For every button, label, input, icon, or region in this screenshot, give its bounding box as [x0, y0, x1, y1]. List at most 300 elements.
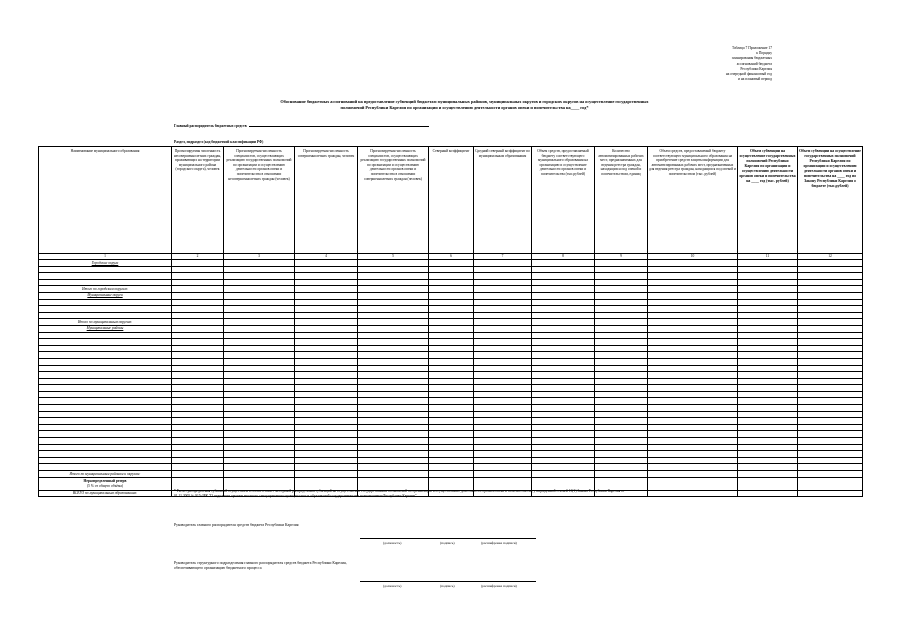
data-cell[interactable] — [295, 471, 358, 478]
data-cell[interactable] — [595, 292, 648, 299]
data-cell[interactable] — [224, 444, 295, 451]
data-cell[interactable] — [595, 325, 648, 332]
data-cell[interactable] — [224, 345, 295, 352]
data-cell[interactable] — [224, 405, 295, 412]
data-cell[interactable] — [595, 471, 648, 478]
data-cell[interactable] — [172, 464, 224, 471]
data-cell[interactable] — [738, 273, 798, 280]
data-cell[interactable] — [532, 279, 595, 286]
data-cell[interactable] — [595, 372, 648, 379]
data-cell[interactable] — [224, 260, 295, 267]
data-cell[interactable] — [172, 273, 224, 280]
data-cell[interactable] — [532, 306, 595, 313]
data-cell[interactable] — [595, 385, 648, 392]
data-cell[interactable] — [798, 292, 863, 299]
data-cell[interactable] — [798, 411, 863, 418]
data-cell[interactable] — [798, 471, 863, 478]
data-cell[interactable] — [172, 391, 224, 398]
data-cell[interactable] — [648, 424, 738, 431]
data-cell[interactable] — [595, 365, 648, 372]
data-cell[interactable] — [474, 292, 532, 299]
data-cell[interactable] — [474, 411, 532, 418]
data-cell[interactable] — [474, 339, 532, 346]
data-cell[interactable] — [798, 286, 863, 293]
data-cell[interactable] — [595, 398, 648, 405]
data-cell[interactable] — [648, 352, 738, 359]
data-cell[interactable] — [295, 339, 358, 346]
data-cell[interactable] — [358, 292, 429, 299]
data-cell[interactable] — [429, 345, 474, 352]
data-cell[interactable] — [798, 391, 863, 398]
data-cell[interactable] — [358, 418, 429, 425]
data-cell[interactable] — [798, 424, 863, 431]
data-cell[interactable] — [224, 325, 295, 332]
data-cell[interactable] — [172, 411, 224, 418]
data-cell[interactable] — [429, 260, 474, 267]
data-cell[interactable] — [738, 299, 798, 306]
data-cell[interactable] — [532, 352, 595, 359]
data-cell[interactable] — [798, 358, 863, 365]
data-cell[interactable] — [429, 319, 474, 326]
data-cell[interactable] — [798, 444, 863, 451]
data-cell[interactable] — [474, 312, 532, 319]
data-cell[interactable] — [358, 451, 429, 458]
data-cell[interactable] — [358, 438, 429, 445]
data-cell[interactable] — [429, 266, 474, 273]
data-cell[interactable] — [295, 457, 358, 464]
data-cell[interactable] — [429, 424, 474, 431]
data-cell[interactable] — [648, 332, 738, 339]
data-cell[interactable] — [595, 444, 648, 451]
data-cell[interactable] — [224, 339, 295, 346]
data-cell[interactable] — [738, 372, 798, 379]
data-cell[interactable] — [172, 451, 224, 458]
data-cell[interactable] — [474, 332, 532, 339]
data-cell[interactable] — [648, 457, 738, 464]
data-cell[interactable] — [738, 332, 798, 339]
data-cell[interactable] — [474, 273, 532, 280]
data-cell[interactable] — [224, 332, 295, 339]
data-cell[interactable] — [738, 424, 798, 431]
data-cell[interactable] — [295, 306, 358, 313]
data-cell[interactable] — [798, 299, 863, 306]
data-cell[interactable] — [358, 312, 429, 319]
data-cell[interactable] — [172, 345, 224, 352]
data-cell[interactable] — [429, 398, 474, 405]
data-cell[interactable] — [358, 325, 429, 332]
data-cell[interactable] — [738, 325, 798, 332]
data-cell[interactable] — [532, 345, 595, 352]
data-cell[interactable] — [474, 365, 532, 372]
data-cell[interactable] — [474, 438, 532, 445]
data-cell[interactable] — [474, 358, 532, 365]
data-cell[interactable] — [474, 444, 532, 451]
data-cell[interactable] — [738, 490, 798, 497]
data-cell[interactable] — [295, 352, 358, 359]
data-cell[interactable] — [474, 345, 532, 352]
data-cell[interactable] — [295, 431, 358, 438]
data-cell[interactable] — [648, 391, 738, 398]
data-cell[interactable] — [172, 444, 224, 451]
data-cell[interactable] — [172, 319, 224, 326]
data-cell[interactable] — [358, 372, 429, 379]
data-cell[interactable] — [295, 391, 358, 398]
data-cell[interactable] — [738, 365, 798, 372]
data-cell[interactable] — [648, 312, 738, 319]
data-cell[interactable] — [648, 444, 738, 451]
data-cell[interactable] — [172, 352, 224, 359]
data-cell[interactable] — [595, 273, 648, 280]
data-cell[interactable] — [738, 451, 798, 458]
data-cell[interactable] — [429, 438, 474, 445]
data-cell[interactable] — [595, 411, 648, 418]
data-cell[interactable] — [358, 385, 429, 392]
data-cell[interactable] — [429, 339, 474, 346]
data-cell[interactable] — [429, 365, 474, 372]
data-cell[interactable] — [429, 411, 474, 418]
data-cell[interactable] — [429, 279, 474, 286]
data-cell[interactable] — [358, 299, 429, 306]
data-cell[interactable] — [595, 279, 648, 286]
data-cell[interactable] — [224, 312, 295, 319]
data-cell[interactable] — [738, 431, 798, 438]
data-cell[interactable] — [358, 391, 429, 398]
data-cell[interactable] — [798, 273, 863, 280]
data-cell[interactable] — [429, 457, 474, 464]
data-cell[interactable] — [474, 451, 532, 458]
data-cell[interactable] — [738, 457, 798, 464]
data-cell[interactable] — [648, 286, 738, 293]
data-cell[interactable] — [738, 319, 798, 326]
data-cell[interactable] — [595, 312, 648, 319]
data-cell[interactable] — [474, 260, 532, 267]
data-cell[interactable] — [648, 273, 738, 280]
data-cell[interactable] — [429, 325, 474, 332]
data-cell[interactable] — [358, 358, 429, 365]
data-cell[interactable] — [358, 431, 429, 438]
data-cell[interactable] — [172, 457, 224, 464]
data-cell[interactable] — [295, 411, 358, 418]
data-cell[interactable] — [358, 464, 429, 471]
data-cell[interactable] — [172, 438, 224, 445]
data-cell[interactable] — [798, 405, 863, 412]
data-cell[interactable] — [532, 444, 595, 451]
data-cell[interactable] — [172, 424, 224, 431]
data-cell[interactable] — [648, 490, 738, 497]
data-cell[interactable] — [429, 471, 474, 478]
data-cell[interactable] — [595, 431, 648, 438]
data-cell[interactable] — [798, 385, 863, 392]
data-cell[interactable] — [648, 405, 738, 412]
data-cell[interactable] — [429, 451, 474, 458]
data-cell[interactable] — [798, 451, 863, 458]
data-cell[interactable] — [648, 365, 738, 372]
data-cell[interactable] — [172, 292, 224, 299]
data-cell[interactable] — [595, 352, 648, 359]
data-cell[interactable] — [224, 279, 295, 286]
data-cell[interactable] — [295, 325, 358, 332]
data-cell[interactable] — [429, 273, 474, 280]
data-cell[interactable] — [648, 418, 738, 425]
data-cell[interactable] — [595, 319, 648, 326]
data-cell[interactable] — [358, 444, 429, 451]
data-cell[interactable] — [224, 424, 295, 431]
data-cell[interactable] — [595, 438, 648, 445]
data-cell[interactable] — [172, 260, 224, 267]
data-cell[interactable] — [532, 319, 595, 326]
data-cell[interactable] — [532, 339, 595, 346]
data-cell[interactable] — [172, 431, 224, 438]
data-cell[interactable] — [648, 451, 738, 458]
data-cell[interactable] — [532, 358, 595, 365]
data-cell[interactable] — [474, 352, 532, 359]
data-cell[interactable] — [532, 431, 595, 438]
data-cell[interactable] — [738, 418, 798, 425]
data-cell[interactable] — [429, 312, 474, 319]
data-cell[interactable] — [532, 385, 595, 392]
data-cell[interactable] — [295, 365, 358, 372]
data-cell[interactable] — [172, 306, 224, 313]
data-cell[interactable] — [358, 398, 429, 405]
data-cell[interactable] — [358, 471, 429, 478]
data-cell[interactable] — [595, 358, 648, 365]
data-cell[interactable] — [738, 345, 798, 352]
data-cell[interactable] — [532, 471, 595, 478]
data-cell[interactable] — [474, 424, 532, 431]
data-cell[interactable] — [358, 365, 429, 372]
data-cell[interactable] — [595, 418, 648, 425]
data-cell[interactable] — [532, 325, 595, 332]
data-cell[interactable] — [595, 464, 648, 471]
data-cell[interactable] — [295, 372, 358, 379]
data-cell[interactable] — [738, 352, 798, 359]
data-cell[interactable] — [738, 405, 798, 412]
data-cell[interactable] — [738, 411, 798, 418]
data-cell[interactable] — [474, 405, 532, 412]
data-cell[interactable] — [429, 431, 474, 438]
data-cell[interactable] — [532, 273, 595, 280]
data-cell[interactable] — [798, 260, 863, 267]
data-cell[interactable] — [295, 385, 358, 392]
data-cell[interactable] — [172, 385, 224, 392]
data-cell[interactable] — [295, 398, 358, 405]
data-cell[interactable] — [595, 339, 648, 346]
data-cell[interactable] — [358, 286, 429, 293]
data-cell[interactable] — [429, 418, 474, 425]
data-cell[interactable] — [224, 451, 295, 458]
data-cell[interactable] — [358, 457, 429, 464]
data-cell[interactable] — [224, 471, 295, 478]
data-cell[interactable] — [798, 365, 863, 372]
data-cell[interactable] — [429, 444, 474, 451]
data-cell[interactable] — [648, 299, 738, 306]
data-cell[interactable] — [532, 398, 595, 405]
data-cell[interactable] — [798, 279, 863, 286]
data-cell[interactable] — [429, 332, 474, 339]
data-cell[interactable] — [798, 372, 863, 379]
data-cell[interactable] — [429, 391, 474, 398]
data-cell[interactable] — [429, 299, 474, 306]
data-cell[interactable] — [224, 306, 295, 313]
data-cell[interactable] — [474, 431, 532, 438]
data-cell[interactable] — [798, 457, 863, 464]
data-cell[interactable] — [474, 279, 532, 286]
data-cell[interactable] — [532, 365, 595, 372]
data-cell[interactable] — [224, 391, 295, 398]
data-cell[interactable] — [532, 438, 595, 445]
data-cell[interactable] — [595, 306, 648, 313]
data-cell[interactable] — [172, 279, 224, 286]
data-cell[interactable] — [595, 286, 648, 293]
data-cell[interactable] — [429, 352, 474, 359]
signature-1-line[interactable] — [360, 538, 536, 539]
data-cell[interactable] — [295, 286, 358, 293]
data-cell[interactable] — [429, 385, 474, 392]
data-cell[interactable] — [474, 398, 532, 405]
data-cell[interactable] — [595, 266, 648, 273]
data-cell[interactable] — [798, 306, 863, 313]
data-cell[interactable] — [798, 325, 863, 332]
data-cell[interactable] — [595, 299, 648, 306]
data-cell[interactable] — [358, 306, 429, 313]
data-cell[interactable] — [648, 378, 738, 385]
data-cell[interactable] — [295, 332, 358, 339]
data-cell[interactable] — [172, 332, 224, 339]
data-cell[interactable] — [798, 345, 863, 352]
data-cell[interactable] — [532, 286, 595, 293]
data-cell[interactable] — [474, 319, 532, 326]
data-cell[interactable] — [224, 411, 295, 418]
data-cell[interactable] — [595, 345, 648, 352]
data-cell[interactable] — [358, 260, 429, 267]
data-cell[interactable] — [738, 471, 798, 478]
data-cell[interactable] — [648, 438, 738, 445]
data-cell[interactable] — [295, 292, 358, 299]
data-cell[interactable] — [429, 372, 474, 379]
data-cell[interactable] — [648, 325, 738, 332]
data-cell[interactable] — [224, 299, 295, 306]
data-cell[interactable] — [358, 332, 429, 339]
data-cell[interactable] — [798, 339, 863, 346]
data-cell[interactable] — [648, 279, 738, 286]
data-cell[interactable] — [474, 418, 532, 425]
data-cell[interactable] — [595, 405, 648, 412]
data-cell[interactable] — [532, 312, 595, 319]
data-cell[interactable] — [224, 365, 295, 372]
data-cell[interactable] — [738, 306, 798, 313]
data-cell[interactable] — [738, 286, 798, 293]
data-cell[interactable] — [648, 339, 738, 346]
data-cell[interactable] — [798, 378, 863, 385]
data-cell[interactable] — [429, 306, 474, 313]
data-cell[interactable] — [224, 372, 295, 379]
data-cell[interactable] — [738, 398, 798, 405]
data-cell[interactable] — [474, 464, 532, 471]
data-cell[interactable] — [738, 260, 798, 267]
manager-fill-line[interactable] — [249, 123, 429, 127]
data-cell[interactable] — [172, 299, 224, 306]
data-cell[interactable] — [798, 464, 863, 471]
data-cell[interactable] — [224, 385, 295, 392]
data-cell[interactable] — [738, 378, 798, 385]
data-cell[interactable] — [532, 266, 595, 273]
data-cell[interactable] — [295, 358, 358, 365]
data-cell[interactable] — [798, 490, 863, 497]
data-cell[interactable] — [295, 451, 358, 458]
data-cell[interactable] — [798, 477, 863, 490]
data-cell[interactable] — [648, 292, 738, 299]
data-cell[interactable] — [295, 464, 358, 471]
signature-2-line[interactable] — [360, 581, 536, 582]
data-cell[interactable] — [648, 319, 738, 326]
data-cell[interactable] — [224, 431, 295, 438]
data-cell[interactable] — [224, 378, 295, 385]
data-cell[interactable] — [738, 292, 798, 299]
data-cell[interactable] — [224, 438, 295, 445]
data-cell[interactable] — [474, 457, 532, 464]
data-cell[interactable] — [358, 273, 429, 280]
data-cell[interactable] — [648, 477, 738, 490]
data-cell[interactable] — [532, 411, 595, 418]
data-cell[interactable] — [798, 332, 863, 339]
data-cell[interactable] — [295, 345, 358, 352]
data-cell[interactable] — [532, 451, 595, 458]
data-cell[interactable] — [358, 378, 429, 385]
data-cell[interactable] — [172, 471, 224, 478]
data-cell[interactable] — [798, 352, 863, 359]
data-cell[interactable] — [532, 378, 595, 385]
data-cell[interactable] — [648, 385, 738, 392]
data-cell[interactable] — [474, 266, 532, 273]
data-cell[interactable] — [358, 411, 429, 418]
data-cell[interactable] — [738, 312, 798, 319]
data-cell[interactable] — [595, 424, 648, 431]
data-cell[interactable] — [224, 292, 295, 299]
data-cell[interactable] — [798, 319, 863, 326]
data-cell[interactable] — [738, 438, 798, 445]
data-cell[interactable] — [738, 266, 798, 273]
data-cell[interactable] — [595, 457, 648, 464]
data-cell[interactable] — [295, 444, 358, 451]
data-cell[interactable] — [474, 471, 532, 478]
data-cell[interactable] — [429, 358, 474, 365]
data-cell[interactable] — [798, 438, 863, 445]
data-cell[interactable] — [648, 306, 738, 313]
data-cell[interactable] — [532, 332, 595, 339]
data-cell[interactable] — [532, 464, 595, 471]
data-cell[interactable] — [224, 418, 295, 425]
data-cell[interactable] — [224, 352, 295, 359]
data-cell[interactable] — [295, 312, 358, 319]
data-cell[interactable] — [172, 339, 224, 346]
data-cell[interactable] — [172, 312, 224, 319]
data-cell[interactable] — [532, 418, 595, 425]
data-cell[interactable] — [532, 405, 595, 412]
data-cell[interactable] — [295, 378, 358, 385]
data-cell[interactable] — [172, 266, 224, 273]
data-cell[interactable] — [295, 418, 358, 425]
data-cell[interactable] — [532, 299, 595, 306]
data-cell[interactable] — [224, 398, 295, 405]
data-cell[interactable] — [532, 292, 595, 299]
data-cell[interactable] — [798, 418, 863, 425]
data-cell[interactable] — [738, 391, 798, 398]
data-cell[interactable] — [358, 345, 429, 352]
data-cell[interactable] — [532, 391, 595, 398]
data-cell[interactable] — [798, 431, 863, 438]
data-cell[interactable] — [648, 372, 738, 379]
data-cell[interactable] — [172, 325, 224, 332]
